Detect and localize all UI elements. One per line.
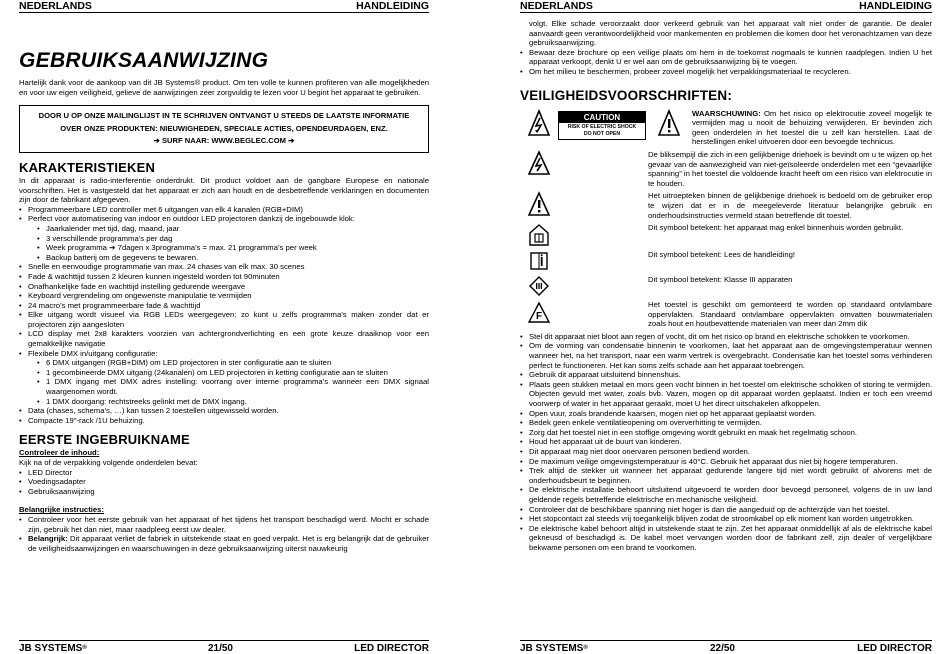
feature-item: • 24 macro’s met programmeerbare fade & wachttijd — [19, 301, 429, 311]
safety-item: • Open vuur, zoals brandende kaarsen, mogen niet op het apparaat geplaatst worden. — [520, 409, 932, 419]
feature-item: • 3 verschillende programma’s per dag — [19, 234, 429, 244]
instruction-item — [19, 534, 429, 553]
footer-brand: JB SYSTEMS — [19, 643, 83, 654]
contents-intro: Kijk na of de verpakking volgende onderdelen bevat: — [19, 458, 198, 467]
safety-item: • Om de vorming van condensatie binnenin te voorkomen, laat het apparaat aan de omgevingstemperatuur wennen wanneer het, na het transport, naar een warm vertrek is overgebracht. Condensatie kan het toestel soms verhinderen perfect te functioneren. Het kan soms zelfs schade aan het apparaat toebrengen. — [520, 341, 932, 370]
lightning-triangle-icon — [520, 109, 558, 137]
symbol-row — [520, 300, 932, 329]
symbol-row — [520, 250, 932, 272]
footer-product: LED DIRECTOR — [857, 643, 932, 654]
feature-item: • 1 gecombineerde DMX uitgang (24kanalen) om LED projectoren in ketting configuratie aan te sluiten — [19, 368, 429, 378]
setup-heading: EERSTE INGEBRUIKNAME — [19, 432, 190, 448]
list-item: • Bewaar deze brochure op een veilige plaats om hem in de toekomst nogmaals te kunnen raadplegen. Indien U het apparaat verkoopt, denkt U er wel aan om de gebruiksaanwijzing bij te voegen. — [520, 48, 932, 67]
safety-item: • Bedek geen enkele ventilatieopening om oververhitting te vermijden. — [520, 418, 932, 428]
instruction-bold: Belangrijk: — [28, 534, 68, 544]
mailinglist-box — [19, 105, 429, 153]
safety-item: • Dit apparaat mag niet door onervaren personen bediend worden. — [520, 447, 932, 457]
safety-bullets — [520, 332, 932, 553]
feature-item: • Elke uitgang wordt visueel via RGB LEDs weergegeven: zo kunt u zelfs programma’s maken zonder dat er projectoren zijn aangesloten — [19, 310, 429, 329]
page-title: GEBRUIKSAANWIJZING — [19, 49, 269, 72]
important-list — [19, 515, 429, 553]
instruction-text: Dit apparaat verliet de fabriek in uitstekende staat en goed verpakt. Het is erg belangrijk dat de gebruiker de veiligheidsaanwijzingen en waarschuwingen in deze gebruiksaanwijzing uiterst nauwkeurig — [28, 534, 429, 553]
footer-brand: JB SYSTEMS — [520, 643, 584, 654]
footer-reg-mark: ® — [82, 645, 87, 651]
instruction-item — [19, 515, 429, 534]
features-list — [19, 205, 429, 426]
header-doc-type: HANDLEIDING — [356, 0, 429, 12]
feature-item: • 1 DMX ingang met DMX adres instelling: voorrang over interne programma’s wanneer een DMX signaal waargenomen wordt. — [19, 377, 429, 396]
list-item: • Om het milieu te beschermen, probeer zoveel mogelijk het verpakkingsmateriaal te recycleren. — [520, 67, 932, 77]
page-number: 22/50 — [709, 643, 735, 654]
warning-body: Om het risico op elektrocutie zoveel mogelijk te vermijden mag u nooit de behuizing verwijderen. Er bevinden zich geen onderdelen in het toestel die u zelf kan herstellen. Laat de herstellingen enkel uitvoeren door een bevoegde technicus. — [692, 108, 932, 147]
safety-item: • De elektrische installatie behoort uitsluitend uitgevoerd te worden door bevoegd personeel, volgens de in uw land geldende regels betreffende elektrische en mechanische veiligheid. — [520, 485, 932, 504]
contents-list — [19, 468, 429, 497]
feature-item: • LCD display met 2x8 karakters voorzien van achtergrondverlichting en een grote keuze draaiknop voor een gemakkelijke navigatie — [19, 329, 429, 348]
indoor-icon — [520, 223, 558, 247]
safety-item: • Gebruik dit apparaat uitsluitend binnenshuis. — [520, 370, 932, 380]
important-label: Belangrijke instructies: — [19, 505, 105, 515]
features-intro: In dit apparaat is radio-interferentie onderdrukt. Dit product voldoet aan de gangbare Europese en nationale voorschriften. Het is vastgesteld dat het apparaat er zich aan houdt en de desbetreffende verklaringen en documenten zijn door de fabrikant afgegeven. — [19, 175, 429, 205]
top-bullets — [520, 48, 932, 77]
intro-paragraph: Hartelijk dank voor de aankoop van dit JB Systems® product. Om ten volle te kunnen profiteren van alle mogelijkheden en voor uw eigen veiligheid, gelieve de aanwijzingen zeer zorgvuldig te lezen voor U begint het apparaat te gebruiken. — [19, 78, 429, 97]
left-page — [19, 0, 429, 654]
feature-item: • Fade & wachttijd tussen 2 kleuren kunnen ingesteld worden tot 90minuten — [19, 272, 429, 282]
safety-item: • Stel dit apparaat niet bloot aan regen of vocht, dit om het risico op brand en elektrische schokken te voorkomen. — [520, 332, 932, 342]
symbol-list — [520, 150, 932, 329]
caution-label — [558, 111, 646, 140]
symbol-description: Het toestel is geschikt om gemonteerd te worden op standaard ontvlambare oppervlakten. Standaard ontvlambare oppervlakten omvatten bouwmaterialen zoals hout en houtbevattende materialen van meer dan 2mm dik — [648, 300, 932, 329]
symbol-row — [520, 191, 932, 220]
feature-item: • Compacte 19"-rack /1U behuizing. — [19, 416, 429, 426]
lightning-triangle-icon — [520, 150, 558, 176]
feature-item: • Keyboard vergrendeling om ongewenste manipulatie te vermijden — [19, 291, 429, 301]
feature-item: • Programmeerbare LED controller met 6 uitgangen van elk 4 kanalen (RGB+DIM) — [19, 205, 429, 215]
website-link[interactable]: ➔ SURF NAAR: WWW.BEGLEC.COM ➔ — [153, 136, 295, 146]
feature-item: • Backup batterij om de gegevens te bewaren. — [19, 253, 429, 263]
features-heading: KARAKTERISTIEKEN — [19, 159, 156, 175]
symbol-row — [520, 150, 932, 188]
symbol-description: Het uitroepteken binnen de gelijkbenige driehoek is bedoeld om de gebruiker erop te wijzen dat er in de meegeleverde literatuur belangrijke gebruik en onderhoudsinstructies vermeld staan betreffende dit toestel. — [648, 191, 932, 220]
symbol-description: Dit symbool betekent: het apparaat mag enkel binnenhuis worden gebruikt. — [648, 223, 904, 233]
contents-item: • Voedingsadapter — [19, 477, 429, 487]
page-header — [520, 0, 932, 13]
feature-item: • Perfect voor automatisering van indoor en outdoor LED projectoren dankzij de ingebouwde klok: — [19, 214, 429, 224]
symbol-row — [520, 223, 932, 247]
safety-item: • Controleer dat de beschikbare spanning niet hoger is dan die aangeduid op de achterzijde van het toestel. — [520, 505, 932, 515]
page-number: 21/50 — [207, 643, 233, 654]
warning-text — [688, 109, 932, 147]
safety-item: • Trek altijd de stekker uit wanneer het apparaat gedurende langere tijd niet wordt gebruikt of alvorens met de onderhoudsbeurt te beginnen. — [520, 466, 932, 485]
contents-label: Controleer de inhoud: — [19, 448, 100, 458]
safety-item: • De maximum veilige omgevingstemperatuur is 40°C. Gebruik het apparaat dus niet bij hogere temperaturen. — [520, 457, 932, 467]
safety-item: • Het stopcontact zal steeds vrij toegankelijk blijven zodat de stroomkabel op elk moment kan worden uitgetrokken. — [520, 514, 932, 524]
warning-label: WAARSCHUWING: — [692, 108, 761, 118]
feature-item: • 6 DMX uitgangen (RGB+DIM) om LED projectoren in ster configuratie aan te sluiten — [19, 358, 429, 368]
header-language: NEDERLANDS — [520, 0, 593, 12]
flammable-surface-icon — [520, 300, 558, 324]
page-header — [19, 0, 429, 13]
svg-text:F: F — [535, 311, 543, 323]
symbol-description: Dit symbool betekent: Lees de handleiding! — [648, 250, 796, 260]
footer-product: LED DIRECTOR — [354, 643, 429, 654]
page-footer — [19, 640, 429, 654]
safety-item: • Plaats geen stukken metaal en mors geen vocht binnen in het toestel om elektrische schokken of storing te vermijden. Objecten gevuld met water, zoals bvb. Vazen, mogen op dit apparaat worden geplaatst. Indien er toch een vreemd voorwerp of water in het apparaat geraakt, moet U het direct uitschakelen afkoppelen. — [520, 380, 932, 409]
continued-paragraph: volgt. Elke schade veroorzaakt door verkeerd gebruik van het apparaat valt niet onder de garantie. De dealer aanvaardt geen verantwoordelijkheid voor mankementen en problemen die komen door het veronachtzamen van deze gebruiksaanwijzing. — [529, 19, 932, 48]
feature-item: • Snelle en eenvoudige programmatie van max. 24 chases van elk max. 30 scenes — [19, 262, 429, 272]
safety-item: • Zorg dat het toestel niet in een stoffige omgeving wordt gebruikt en maak het regelmatig schoon. — [520, 428, 932, 438]
footer-reg-mark: ® — [583, 645, 588, 651]
feature-item: • Week programma ➔ 7dagen x 3programma’s = max. 21 programma’s per week — [19, 243, 429, 253]
safety-item: • Houd het apparaat uit de buurt van kinderen. — [520, 437, 932, 447]
caution-line-2: DO NOT OPEN — [583, 130, 621, 137]
caution-row — [520, 109, 932, 147]
class3-icon — [520, 275, 558, 297]
symbol-row — [520, 275, 932, 297]
feature-item: • Onafhankelijke fade en wachttijd instelling gedurende weergave — [19, 282, 429, 292]
instruction-text: Controleer voor het eerste gebruik van het apparaat of het tijdens het transport beschadigd werd. Mocht er schade zijn, gebruik het dan niet, maar raadpleeg eerst uw dealer. — [28, 514, 429, 534]
safety-heading: VEILIGHEIDSVOORSCHRIFTEN: — [520, 87, 733, 103]
feature-item: • Jaarkalender met tijd, dag, maand, jaar — [19, 224, 429, 234]
caution-line-1: RISK OF ELECTRIC SHOCK — [567, 123, 637, 130]
mailinglist-text: DOOR U OP ONZE MAILINGLIJST IN TE SCHRIJVEN ONTVANGT U STEEDS DE LAATSTE INFORMATIE OVER ONZE PRODUKTEN: NIEUWIGHEDEN, SPECIALE ACTIES, OPENDEURDAGEN, ENZ. — [38, 111, 410, 133]
header-doc-type: HANDLEIDING — [859, 0, 932, 12]
contents-item: • LED Director — [19, 468, 429, 478]
feature-item: • Flexibele DMX in/uitgang configuratie: — [19, 349, 429, 359]
contents-item: • Gebruiksaanwijzing — [19, 487, 429, 497]
header-language: NEDERLANDS — [19, 0, 92, 12]
exclamation-triangle-icon — [520, 191, 558, 217]
right-page — [520, 0, 932, 654]
feature-item: • Data (chases, schema’s, …) kan tussen 2 toestellen uitgewisseld worden. — [19, 406, 429, 416]
symbol-description: De bliksempijl die zich in een gelijkbenige driehoek is bevindt om u te wijzen op het gevaar van de aanwezigheid van niet-geïsoleerde onderdelen met een “gevaarlijke spanning” in het toestel die voldoende kracht heeft om een risico van elektrocutie in te houden. — [648, 149, 932, 188]
safety-item: • De elektrische kabel behoort altijd in uitstekende staat te zijn. Zet het apparaat onmiddellijk af als de elektrische kabel gekneusd of beschadigd is. De kabel moet vervangen worden door de fabrikant zelf, zijn dealer of vergelijkbare bekwame personen om een brand te voorkomen. — [520, 524, 932, 553]
symbol-description: Dit symbool betekent: Klasse III apparaten — [648, 275, 793, 285]
caution-title: CAUTION — [559, 112, 645, 123]
page-footer — [520, 640, 932, 654]
exclamation-triangle-icon — [650, 109, 688, 137]
manual-icon — [520, 250, 558, 272]
feature-item: • 1 DMX doorgang: rechtstreeks gelinkt met de DMX ingang. — [19, 397, 429, 407]
